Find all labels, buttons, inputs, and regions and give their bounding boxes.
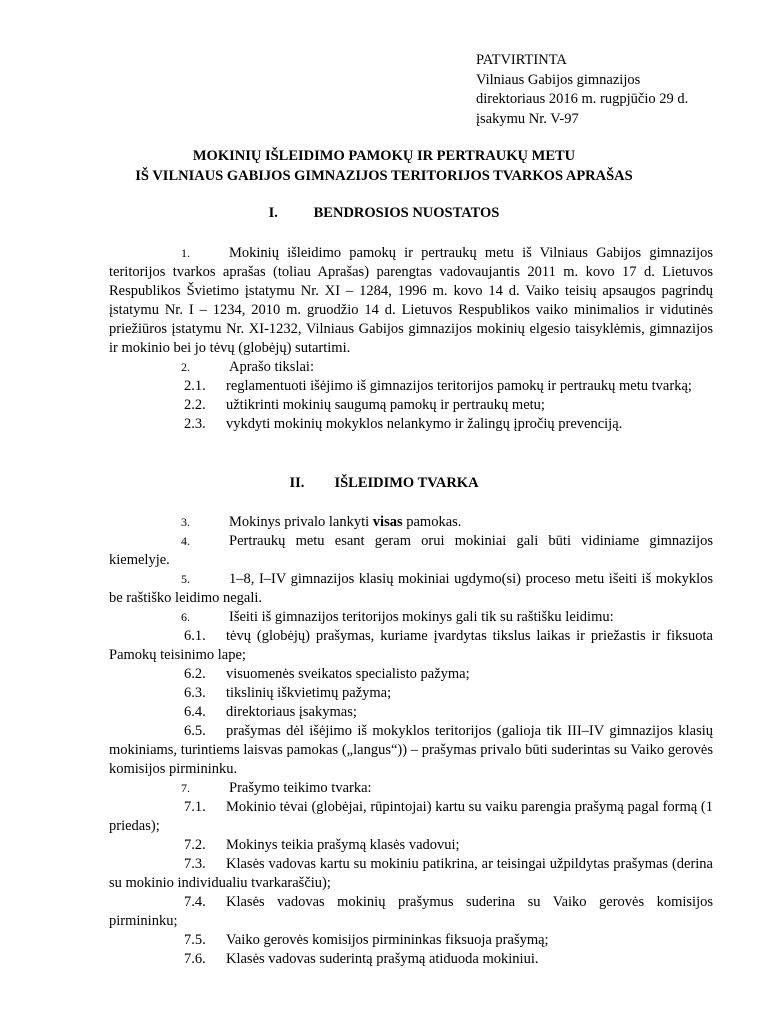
item-text: Mokinio tėvai (globėjai, rūpintojai) kartu su vaiku parengia prašymą pagal formą (1 priedas); (109, 799, 713, 834)
paragraph-7-1 (109, 798, 713, 836)
paragraph-6 (109, 608, 713, 627)
paragraph-2-2 (109, 396, 713, 415)
paragraph-6-2 (109, 665, 713, 684)
item-text: Klasės vadovas mokinių prašymus suderina su Vaiko gerovės komisijos pirmininku; (109, 894, 713, 929)
item-number: 7.2. (184, 837, 206, 853)
paragraph-6-5 (109, 722, 713, 779)
section-title: IŠLEIDIMO TVARKA (334, 475, 479, 491)
section-1-content (109, 244, 713, 434)
item-text: tikslinių iškvietimų pažyma; (226, 685, 392, 701)
paragraph-7-2 (109, 836, 713, 855)
paragraph-6-3 (109, 684, 713, 703)
item-number: 2.2. (184, 397, 206, 413)
item-number: 7.5. (184, 932, 206, 948)
section-heading-2 (0, 474, 768, 493)
paragraph-3 (109, 513, 713, 532)
approval-block (476, 51, 736, 129)
item-number: 6.1. (184, 628, 206, 644)
section-number: II. (289, 475, 305, 491)
item-number: 3. (181, 515, 190, 529)
section-2-content (109, 513, 713, 969)
item-number: 7.4. (184, 894, 206, 910)
approval-line: Vilniaus Gabijos gimnazijos (476, 71, 641, 88)
approval-line: direktoriaus 2016 m. rugpjūčio 29 d. (476, 91, 689, 107)
item-text: Mokinių išleidimo pamokų ir pertraukų metu iš Vilniaus Gabijos gimnazijos teritorijos tvarkos aprašas (toliau Aprašas) parengtas vadovaujantis 2011 m. kovo 17 d. Lietuvos Respublikos Švietimo įstatymu Nr. XI – 1284, 1996 m. kovo 14 d. Vaiko teisių apsaugos pagrindų įstatymu Nr. I – 1234, 2010 m. gruodžio 14 d. Lietuvos Respublikos vaiko minimalios ir vidutinės priežiūros įstatymu Nr. XI-1232, Vilniaus Gabijos gimnazijos mokinių elgesio taisyklėmis, gimnazijos ir mokinio bei jo tėvų (globėjų) sutartimi. (109, 245, 713, 356)
item-text: reglamentuoti išėjimo iš gimnazijos teritorijos pamokų ir pertraukų metu tvarką; (226, 378, 692, 394)
section-number: I. (268, 205, 278, 221)
approval-line: PATVIRTINTA (476, 52, 567, 68)
paragraph-7-5 (109, 931, 713, 950)
item-text: 1–8, I–IV gimnazijos klasių mokiniai ugdymo(si) proceso metu išeiti iš mokyklos be raštiško leidimo negali. (109, 571, 713, 606)
item-text: užtikrinti mokinių saugumą pamokų ir pertraukų metu; (226, 397, 545, 413)
item-text: Klasės vadovas kartu su mokiniu patikrina, ar teisingai užpildytas prašymas (derina su mokinio individualiu tvarkaraščiu); (109, 856, 713, 891)
item-number: 1. (181, 246, 190, 260)
paragraph-2 (109, 358, 713, 377)
item-number: 4. (181, 534, 190, 548)
item-text: Prašymo teikimo tvarka: (229, 780, 372, 796)
section-heading-1 (0, 204, 768, 223)
item-number: 2. (181, 360, 190, 374)
paragraph-6-4 (109, 703, 713, 722)
paragraph-7-3 (109, 855, 713, 893)
item-number: 6.5. (184, 723, 206, 739)
item-number: 6.3. (184, 685, 206, 701)
document-title (0, 147, 768, 186)
item-number: 6.4. (184, 704, 206, 720)
paragraph-2-3 (109, 415, 713, 434)
item-text: direktoriaus įsakymas; (226, 704, 357, 720)
item-text: Vaiko gerovės komisijos pirmininkas fiksuoja prašymą; (226, 932, 549, 948)
item-text: prašymas dėl išėjimo iš mokyklos teritorijos (galioja tik III–IV gimnazijos klasių mokiniams, turintiems laisvas pamokas („langus“)) – prašymas privalo būti suderintas su Vaiko gerovės komisijos pirmininku. (109, 723, 713, 777)
section-title: BENDROSIOS NUOSTATOS (313, 205, 500, 221)
paragraph-1 (109, 244, 713, 358)
paragraph-7 (109, 779, 713, 798)
item-text: pamokas. (402, 514, 462, 530)
paragraph-2-1 (109, 377, 713, 396)
item-text: tėvų (globėjų) prašymas, kuriame įvardytas tikslus laikas ir priežastis ir fiksuota Pamokų teisinimo lape; (109, 628, 713, 663)
item-number: 5. (181, 572, 190, 586)
item-number: 7.3. (184, 856, 206, 872)
paragraph-5 (109, 570, 713, 608)
title-line-1: MOKINIŲ IŠLEIDIMO PAMOKŲ IR PERTRAUKŲ METU (192, 148, 576, 164)
item-text: Mokinys teikia prašymą klasės vadovui; (226, 837, 460, 853)
item-number: 6. (181, 610, 190, 624)
paragraph-7-6 (109, 950, 713, 969)
item-text: Pertraukų metu esant geram orui mokiniai gali būti vidiniame gimnazijos kiemelyje. (109, 533, 713, 568)
paragraph-7-4 (109, 893, 713, 931)
title-line-2: IŠ VILNIAUS GABIJOS GIMNAZIJOS TERITORIJOS TVARKOS APRAŠAS (135, 167, 633, 184)
approval-line: įsakymu Nr. V-97 (476, 110, 579, 127)
item-text: visuomenės sveikatos specialisto pažyma; (226, 666, 470, 682)
paragraph-6-1 (109, 627, 713, 665)
item-number: 6.2. (184, 666, 206, 682)
item-text: Išeiti iš gimnazijos teritorijos mokinys gali tik su raštišku leidimu: (229, 609, 614, 625)
item-number: 7.1. (184, 799, 206, 815)
item-number: 7. (181, 781, 190, 795)
item-number: 7.6. (184, 951, 206, 967)
item-number: 2.3. (184, 416, 206, 432)
item-number: 2.1. (184, 378, 206, 394)
emphasis-text: visas (372, 514, 403, 530)
item-text: Klasės vadovas suderintą prašymą atiduoda mokiniui. (226, 951, 539, 967)
item-text: Mokinys privalo lankyti (229, 514, 373, 530)
paragraph-4 (109, 532, 713, 570)
item-text: Aprašo tikslai: (229, 359, 314, 375)
item-text: vykdyti mokinių mokyklos nelankymo ir žalingų įpročių prevenciją. (226, 416, 623, 432)
